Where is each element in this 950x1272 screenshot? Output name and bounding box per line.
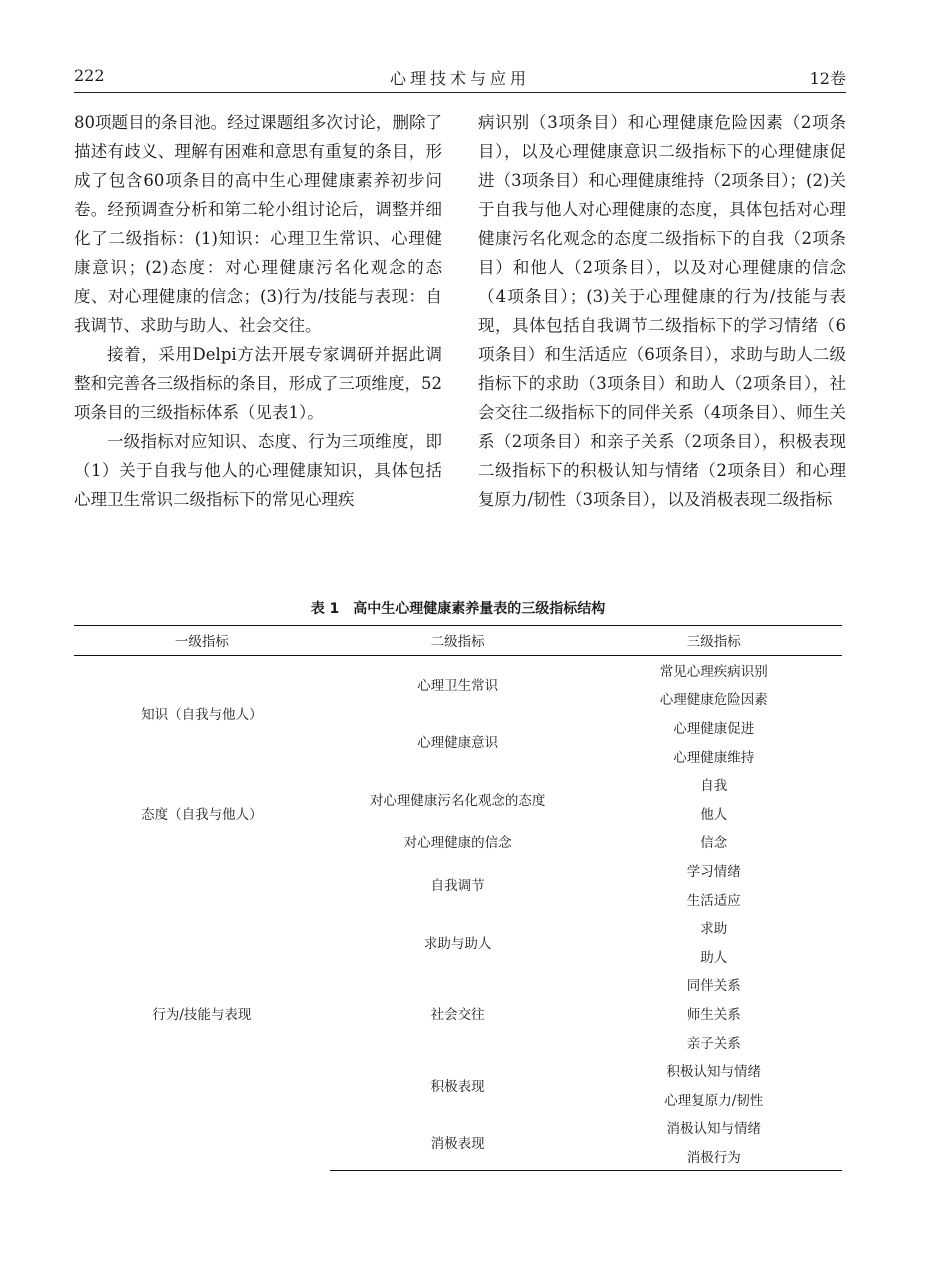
level2-cell: 心理健康意识 — [417, 735, 499, 752]
level3-cell: 消极行为 — [585, 1142, 842, 1171]
level2-cell: 积极表现 — [430, 1078, 485, 1095]
table-row — [74, 770, 842, 799]
level3-cell: 心理健康维持 — [673, 749, 755, 766]
paragraph: 接着，采用Delpi方法开展专家调研并据此调整和完善各三级指标的条目，形成了三项维度，52项条目的三级指标体系（见表1）。 — [74, 345, 442, 422]
indicator-table — [74, 625, 842, 1171]
left-column — [74, 108, 442, 514]
level3-cell: 生活适应 — [686, 892, 741, 909]
paragraph: 80项题目的条目池。经过课题组多次讨论，删除了描述有歧义、理解有困难和意思有重复的条目，形成了包含60项条目的高中生心理健康素养初步问卷。经预调查分析和第二轮小组讨论后，调整并细化了二级指标：(1)知识：心理卫生常识、心理健康意识；(2)态度：对心理健康污名化观念的态度、对心理健康的信念；(3)行为/技能与表现：自我调节、求助与助人、社会交往。 — [74, 113, 442, 335]
level1-cell: 行为/技能与表现 — [152, 1007, 252, 1024]
level3-cell: 心理健康促进 — [673, 721, 755, 738]
level3-cell: 信念 — [700, 835, 728, 852]
paragraph: 一级指标对应知识、态度、行为三项维度，即（1）关于自我与他人的心理健康知识，具体包括心理卫生常识二级指标下的常见心理疾 — [74, 432, 442, 509]
level2-cell: 社会交往 — [430, 1007, 485, 1024]
level3-cell: 师生关系 — [686, 1007, 741, 1024]
level3-cell: 助人 — [700, 949, 728, 966]
level2-cell: 心理卫生常识 — [417, 678, 499, 695]
table-row — [74, 655, 842, 684]
level1-cell: 态度（自我与他人） — [141, 806, 263, 823]
level3-cell: 消极认知与情绪 — [666, 1121, 761, 1138]
level3-cell: 自我 — [700, 778, 728, 795]
level2-cell: 消极表现 — [330, 1113, 586, 1171]
level3-cell: 心理健康危险因素 — [659, 692, 768, 709]
level3-cell: 亲子关系 — [686, 1035, 741, 1052]
level2-cell: 自我调节 — [430, 878, 485, 895]
right-column — [478, 108, 846, 514]
table-row — [74, 856, 842, 885]
level3-cell: 学习情绪 — [686, 864, 741, 881]
level3-cell: 心理复原力/韧性 — [664, 1092, 764, 1109]
journal-title: 心理技术与应用 — [389, 69, 530, 88]
column-header: 三级指标 — [686, 634, 741, 651]
column-header: 二级指标 — [430, 634, 485, 651]
level3-cell: 同伴关系 — [686, 978, 741, 995]
volume-label: 12卷 — [809, 69, 846, 88]
level2-cell: 对心理健康污名化观念的态度 — [369, 792, 546, 809]
level3-cell: 求助 — [700, 921, 728, 938]
paragraph: 病识别（3项条目）和心理健康危险因素（2项条目），以及心理健康意识二级指标下的心理健康促进（3项条目）和心理健康维持（2项条目）；(2)关于自我与他人对心理健康的态度，具体包括对心理健康污名化观念的态度二级指标下的自我（2项条目）和他人（2项条目），以及对心理健康的信念（4项条目）；(3)关于心理健康的行为/技能与表现，具体包括自我调节二级指标下的学习情绪（6项条目）和生活适应（6项条目），求助与助人二级指标下的求助（3项条目）和助人（2项条目），社会交往二级指标下的同伴关系（4项条目）、师生关系（2项条目）和亲子关系（2项条目），积极表现二级指标下的积极认知与情绪（2项条目）和心理复原力/韧性（3项条目），以及消极表现二级指标 — [478, 113, 846, 509]
level1-cell: 知识（自我与他人） — [141, 706, 263, 723]
table-title: 表 1 高中生心理健康素养量表的三级指标结构 — [310, 601, 606, 617]
level3-cell: 他人 — [700, 806, 728, 823]
table-header-row — [74, 626, 842, 656]
page-number: 222 — [74, 66, 105, 85]
level3-cell: 常见心理疾病识别 — [659, 663, 768, 680]
page-header — [74, 62, 846, 93]
level3-cell: 积极认知与情绪 — [666, 1064, 761, 1081]
level2-cell: 求助与助人 — [423, 935, 492, 952]
column-header: 一级指标 — [174, 634, 229, 651]
level2-cell: 对心理健康的信念 — [403, 835, 512, 852]
